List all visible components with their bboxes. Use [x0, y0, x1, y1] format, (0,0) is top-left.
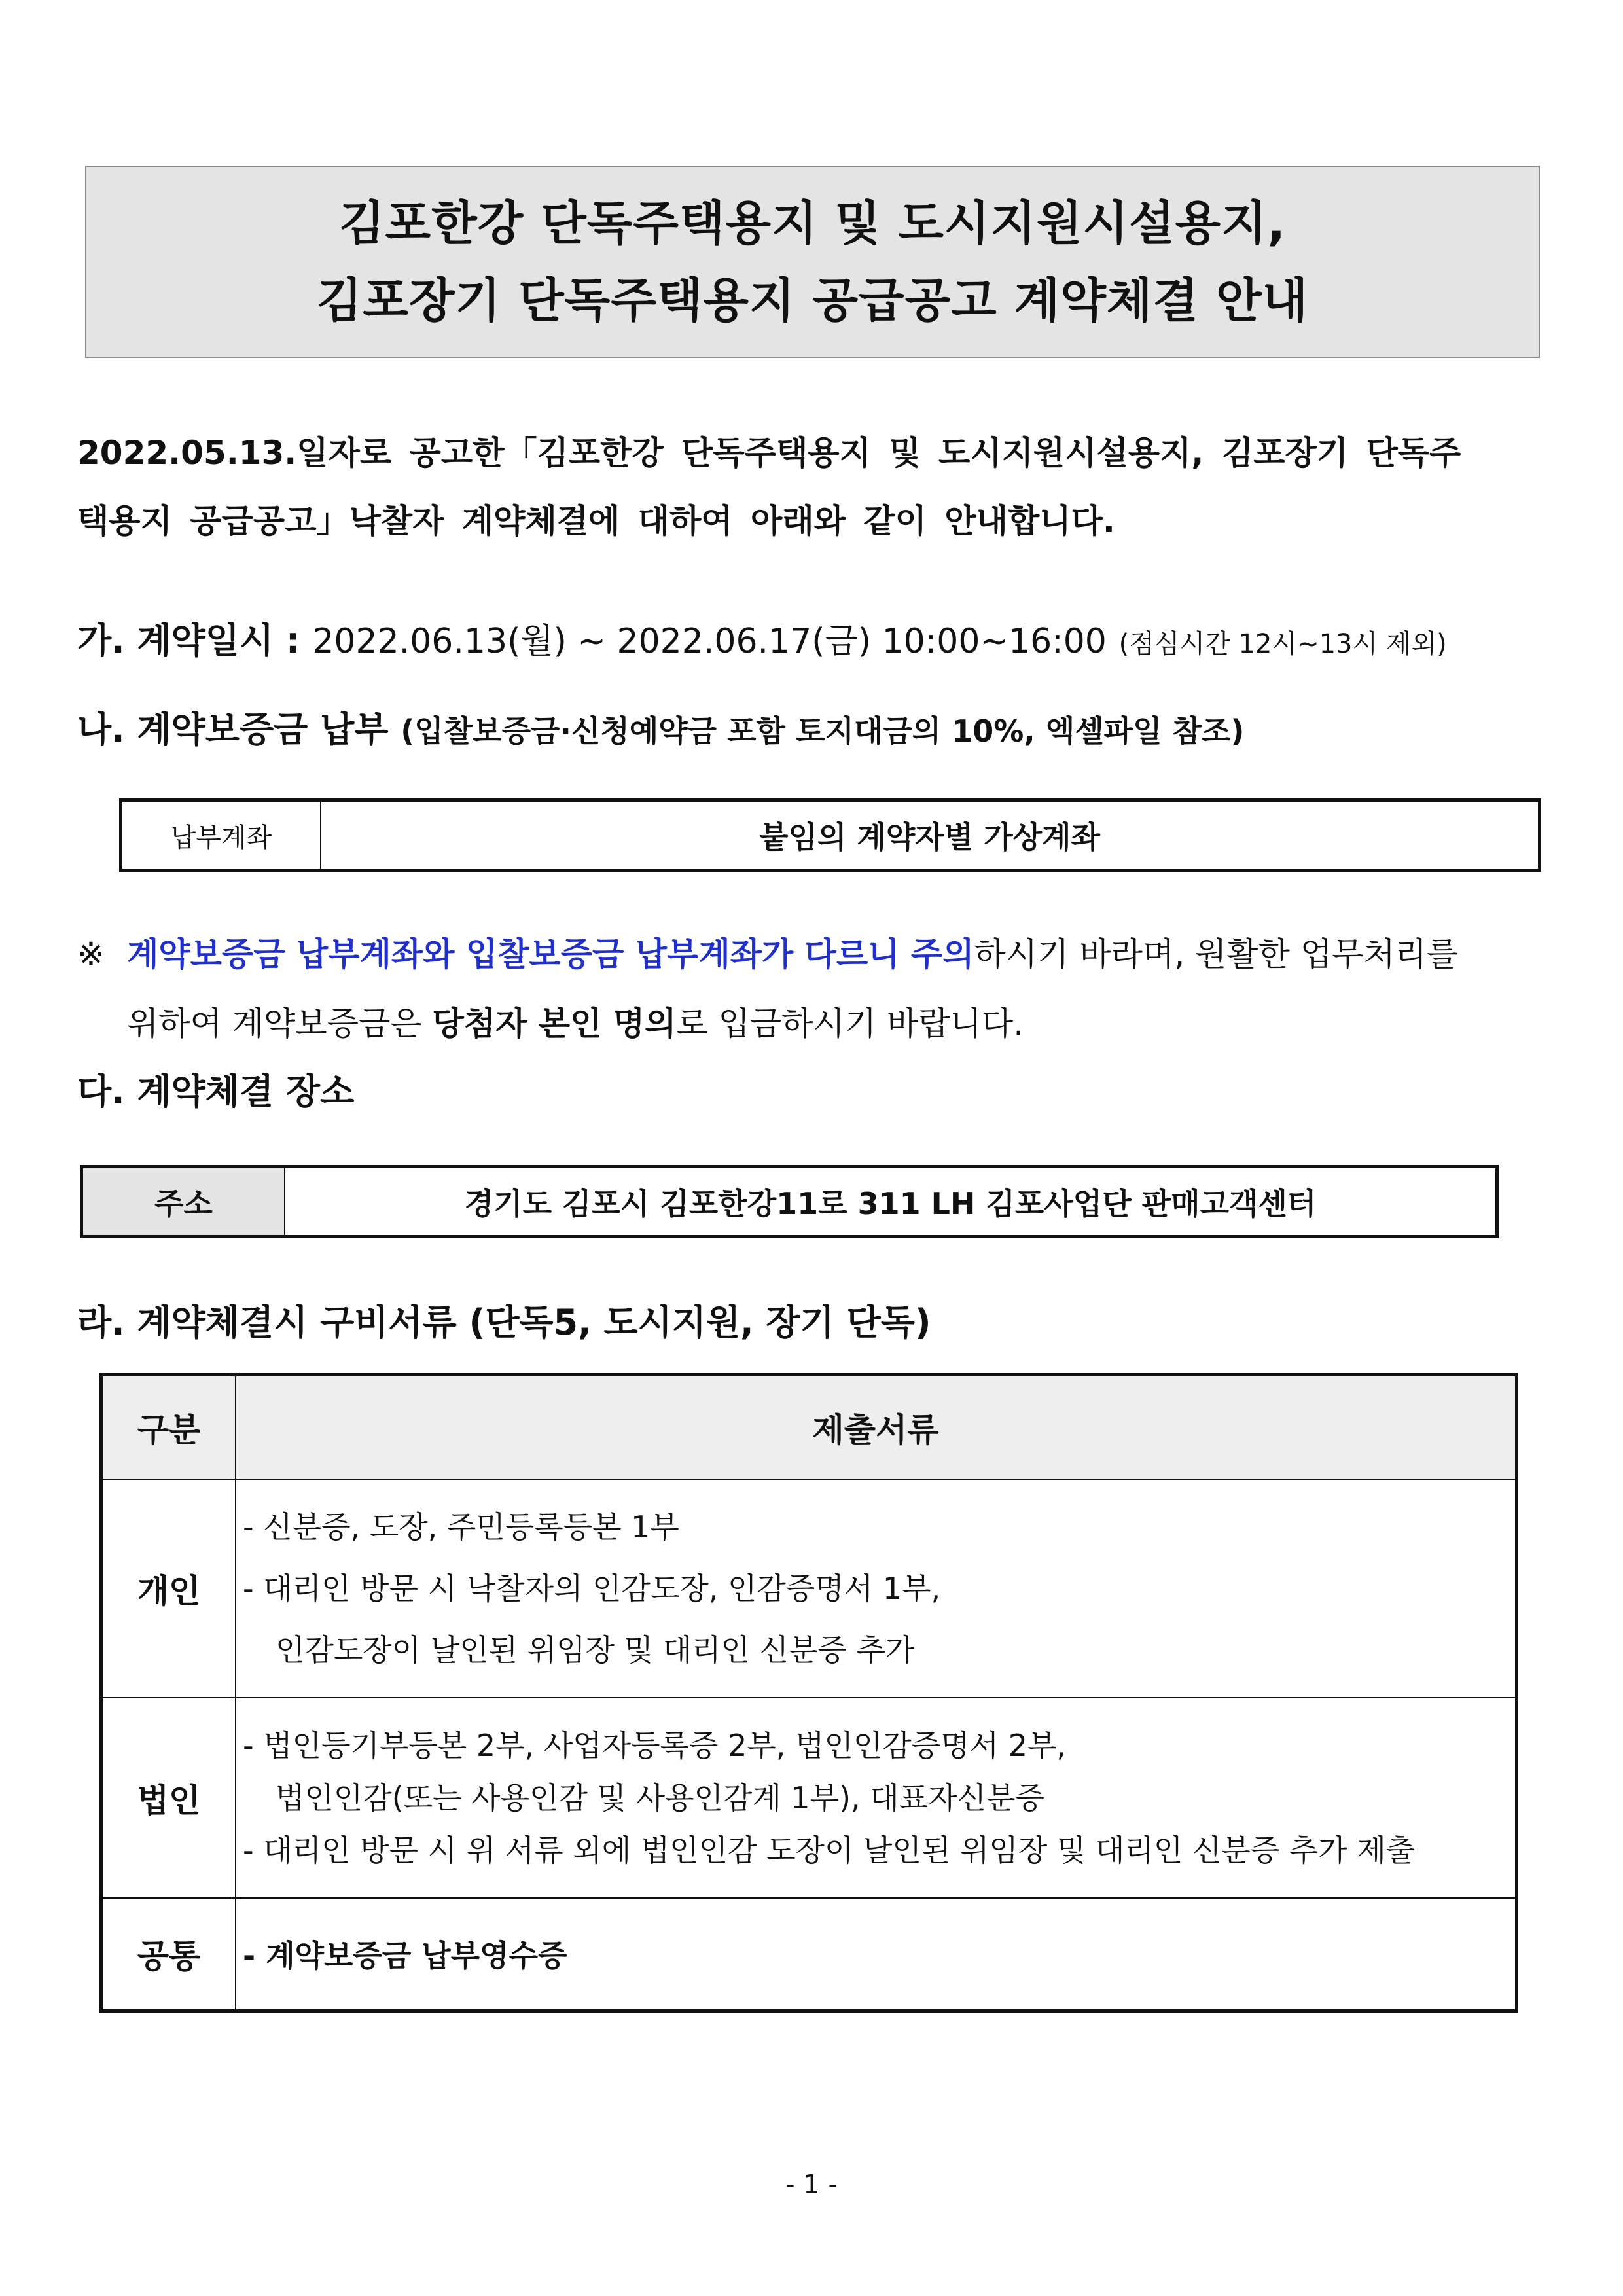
notice-bold: 당첨자 본인 명의	[432, 1005, 677, 1043]
document-line: - 계약보증금 납부영수증	[243, 1938, 567, 1974]
notice-text-1: 하시기 바라며, 원활한 업무처리를	[974, 935, 1459, 973]
contract-date-value: 2022.06.13(월) ~ 2022.06.17(금) 10:00~16:00	[312, 622, 1107, 661]
section-deposit	[77, 702, 1244, 752]
section-b-label: 나. 계약보증금 납부	[77, 709, 389, 750]
table-row	[101, 1898, 1517, 2011]
table-header-row	[101, 1375, 1517, 1480]
section-a-label: 가. 계약일시 :	[77, 620, 300, 661]
table-row	[101, 1698, 1517, 1898]
lunch-note: (점심시간 12시~13시 제외)	[1118, 629, 1447, 659]
reference-mark: ※	[77, 935, 105, 973]
section-b-sub: (입찰보증금·신청예약금 포함 토지대금의 10%, 엑셀파일 참조)	[401, 713, 1245, 749]
account-key: 납부계좌	[121, 800, 321, 870]
table-row	[101, 1479, 1517, 1698]
row-category: 법인	[101, 1698, 236, 1898]
row-documents	[236, 1698, 1517, 1898]
intro-line-2: 택용지 공급공고」낙찰자 계약체결에 대하여 아래와 같이 안내합니다.	[77, 502, 1115, 540]
title-line-1: 김포한강 단독주택용지 및 도시지원시설용지,	[338, 196, 1287, 251]
header-category: 구분	[101, 1375, 236, 1480]
title-box	[85, 166, 1540, 358]
address-key: 주소	[82, 1167, 285, 1237]
notice-warning: 계약보증금 납부계좌와 입찰보증금 납부계좌가 다르니 주의	[127, 935, 974, 973]
title-line-2: 김포장기 단독주택용지 공급공고 계약체결 안내	[316, 273, 1309, 328]
header-documents: 제출서류	[236, 1375, 1517, 1480]
section-documents: 라. 계약체결시 구비서류 (단독5, 도시지원, 장기 단독)	[77, 1302, 931, 1343]
document-line: 인감도장이 날인된 위임장 및 대리인 신분증 추가	[276, 1632, 915, 1668]
row-category: 개인	[101, 1479, 236, 1698]
notice-text-3: 로 입금하시기 바랍니다.	[676, 1005, 1024, 1043]
address-value: 경기도 김포시 김포한강11로 311 LH 김포사업단 판매고객센터	[285, 1167, 1497, 1237]
page-number: - 1 -	[785, 2170, 838, 2200]
document-line: 법인인감(또는 사용인감 및 사용인감계 1부), 대표자신분증	[276, 1780, 1044, 1816]
row-documents	[236, 1898, 1517, 2011]
document-line: - 대리인 방문 시 낙찰자의 인감도장, 인감증명서 1부,	[243, 1571, 941, 1606]
notice-text-2: 위하여 계약보증금은	[127, 1005, 433, 1043]
deposit-notice	[77, 920, 1550, 1058]
account-value: 붙임의 계약자별 가상계좌	[321, 800, 1540, 870]
intro-paragraph	[77, 419, 1550, 555]
address-table	[80, 1165, 1499, 1238]
documents-table	[99, 1373, 1518, 2013]
row-category: 공통	[101, 1898, 236, 2011]
document-line: - 신분증, 도장, 주민등록등본 1부	[243, 1509, 679, 1545]
document-line: - 법인등기부등본 2부, 사업자등록증 2부, 법인인감증명서 2부,	[243, 1728, 1067, 1763]
intro-line-1: 2022.05.13.일자로 공고한「김포한강 단독주택용지 및 도시지원시설용지, 김포장기 단독주	[77, 434, 1461, 472]
document-line: - 대리인 방문 시 위 서류 외에 법인인감 도장이 날인된 위임장 및 대리인 신분증 추가 제출	[243, 1833, 1416, 1868]
section-contract-date	[77, 613, 1447, 663]
account-table	[119, 798, 1541, 872]
row-documents	[236, 1479, 1517, 1698]
section-place: 다. 계약체결 장소	[77, 1071, 355, 1112]
